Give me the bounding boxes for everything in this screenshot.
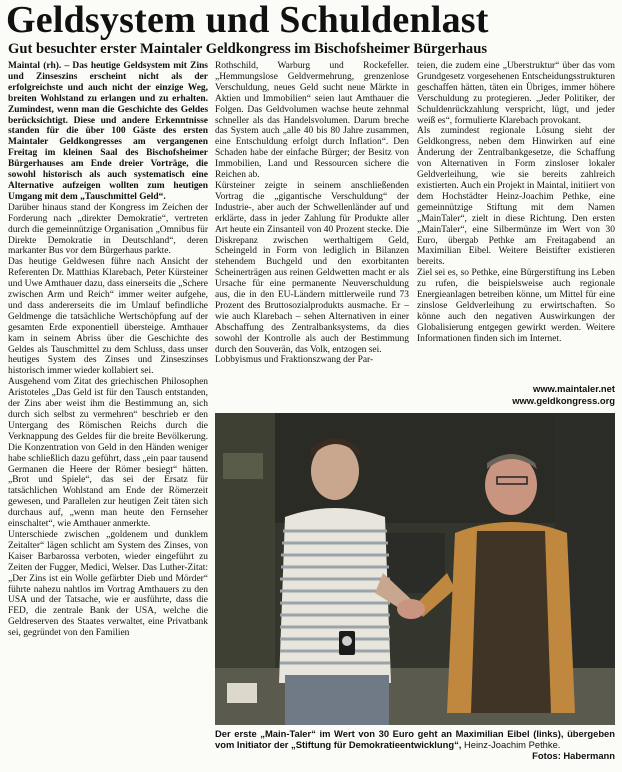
subheadline: Gut besuchter erster Maintaler Geldkongress im Bischofsheimer Bürgerhaus (8, 41, 487, 57)
body-paragraph: Ziel sei es, so Pethke, eine Bürgerstiftung ins Leben zu rufen, die beispielsweise auch regionale Energieanlagen betreiben könne, um Mittel für eine zinslose Geldverleihung zu erwirtschaften. So könne auch den negativen Auswirkungen der Globalisierung entgegen gewirkt werden. Weitere Informationen finden sich im Internet. (417, 268, 615, 344)
article-column-3 (417, 61, 615, 401)
lead-paragraph: Maintal (rh). – Das heutige Geldsystem mit Zins und Zinseszins erscheint nicht als der erfolgreichste und auch nicht der einzige Weg, breiten Wohlstand zu erlangen und zu erhalten. Zumindest, wenn man die Geschichte des Geldes berücksichtigt. Diese und andere Erkenntnisse standen für die über 100 Gäste des ersten Maintaler Geldkongresses am vergangenen Freitag im kleinen Saal des Bischofsheimer Bürgerhauses am Ende dreier Vorträge, die sowohl historisch als auch systematisch eine Alternative aufzeigen wollten zum heutigen Umgang mit dem „Tauschmittel Geld“. (8, 61, 208, 202)
url-geldkongress[interactable]: www.geldkongress.org (512, 394, 615, 406)
caption-rest: Heinz-Joachim Pethke. (461, 739, 561, 750)
article-column-2 (215, 61, 409, 413)
body-paragraph: Kürsteiner zeigte in seinem anschließenden Vortrag die „gigantische Verschuldung“ der Industrie-, aber auch der Schwellenländer auf und erklärte, dass in jeder Zahlung für Produkte aller Art heute ein Zinsanteil von 40 Prozent stecke. Die Diskrepanz zwischen werthaltigem Geld, Scheingeld in Form von lediglich in Bilanzen stehendem Buchgeld und den exorbitanten Scheinerträgen aus reinen Geldwetten macht er als Ursache für eine permanente Neuverschuldung aus, die in den EU-Ländern mittlerweile rund 73 Prozent des Bruttosozialprodukts ausmache. Er – wie auch Klarebach – sehen Alternativen in einer Abschaffung des Zentralbanksystems, da dies sowohl der Kontrolle als auch der Bestimmung durch den Souverän, das Volk, entzogen sei. (215, 180, 409, 355)
article-column-1 (8, 61, 208, 767)
body-paragraph: Darüber hinaus stand der Kongress im Zeichen der Forderung nach „direkter Demokratie“, vertreten durch die gemeinnützige Organisation „Omnibus für Direkte Demokratie in Deutschland“, deren markanter Bus vor dem Bürgerhaus parkte. (8, 202, 208, 257)
url-maintaler[interactable]: www.maintaler.net (533, 383, 615, 394)
body-paragraph: Ausgehend vom Zitat des griechischen Philosophen Aristoteles „Das Geld ist für den Tausch entstanden, der Zins aber weist ihm die Bestimmung an, sich durch sich selbst zu vermehren“ beschrieb er den Untergang des Römischen Reichs durch die Verknappung des Geldes für die breite Bevölkerung. Die Konzentration von Geld in den Händen weniger habe schließlich dazu geführt, dass „ein paar tausend Germanen die Heere der Römer besiegt“ hätten. „Brot und Spiele“, das sei der Ersatz für tatsächlichen Wohlstand am Ende der Römerzeit gewesen, und Parallelen zur heutigen Zeit täten sich durchaus auf, „wenn man heute den Fernseher einschaltet“, wie Amthauer anmerkte. (8, 377, 208, 530)
headline: Geldsystem und Schuldenlast (6, 0, 489, 41)
body-paragraph: Das heutige Geldwesen führe nach Ansicht der Referenten Dr. Matthias Klarebach, Peter Kürsteiner und Uwe Amthauer dazu, dass einerseits die „Schere zwischen Arm und Reich“ immer weiter aufgehe, und dass andererseits die im Umlauf befindliche Geldmenge die tatsächliche Wertschöpfung auf der gesamten Erde exponentiell übersteige. Amthauer kam in seinem Abriss über die Geschichte des Geldes als Tauschmittel zu dem Schluss, dass unser heutiges System des Zinses und Zinseszinses historisch immer wieder kollabiert sei. (8, 257, 208, 377)
photo-caption (215, 728, 615, 761)
body-paragraph: Lobbyismus und Fraktionszwang der Par- (215, 355, 374, 366)
handshake-photo (215, 413, 615, 725)
body-paragraph: teien, die zudem eine „Überstruktur“ über das vom Grundgesetz vorgesehenen Entscheidungsstrukturen geschaffen hätten, täten ein Übriges, immer höhere Verschuldung zu protegieren. „Jeder Politiker, der Schuldenrückzahlung verspricht, lügt, und jeder weiß es“, formulierte Klarebach provokant. (417, 61, 615, 126)
web-links (417, 383, 615, 406)
photo-credit: Fotos: Habermann (532, 750, 615, 761)
body-paragraph: Unterschiede zwischen „goldenem und dunklem Zeitalter“ lägen schlicht am System des Zinses, von Kaiser Barbarossa verboten, wieder eingeführt zu Zeiten der Fugger, Medici, Welser. Das Luther-Zitat: „Der Zins ist ein Wolle gefärbter Dieb und Mörder“ führte nahezu nahtlos im Vortrag Amthauers zu den USA und der Tatsache, wie er ausführte, dass die FED, die zentrale Bank der USA, welche die Geldreserven des Staates verwaltet, eine Privatbank sei, gegründet von den Familien (8, 529, 208, 639)
caption-bold: Der erste „Main-Taler“ im Wert von 30 Euro geht an Maximilian Eibel (links), übergeben vom Initiator der „Stiftung für Demokratieentwicklung“, (215, 728, 615, 750)
photo-illustration (215, 413, 615, 725)
body-paragraph: Als zumindest regionale Lösung sieht der Geldkongress, neben dem Hinwirken auf eine Änderung der Zentralbankgesetze, die Schaffung von Alternativen in Form zinsloser lokaler Geldverleihung, wie sie bereits zahlreich existierten. Auch ein Projekt in Maintal, initiiert von dem Hochstädter Heinz-Joachim Pethke, eine gemeinnützige Stiftung mit dem Namen „MainTaler“, zielt in diese Richtung. Den ersten „MainTaler“, eine Silbermünze im Wert von 30 Euro, übergab Pethke am Freitagabend an Maximilian Eibel. Weitere Beistifter existieren bereits. (417, 126, 615, 268)
body-paragraph: Rothschild, Warburg und Rockefeller. „Hemmungslose Geldvermehrung, grenzenlose Verschuldung, neues Geld sucht neue Märkte in Aktien und Immobilien“ seien laut Amthauer die Folgen. Das Geldvolumen wachse heute zehnmal schneller als das Handelsvolumen. Darum breche das System auch „alle 40 bis 80 Jahre zusammen, eine Entschuldung erfolgt durch Inflation“. Den Schaden habe der einfache Bürger; der Besitz von Immobilien, Land und Ressourcen sichere die Reichen ab. (215, 61, 409, 181)
